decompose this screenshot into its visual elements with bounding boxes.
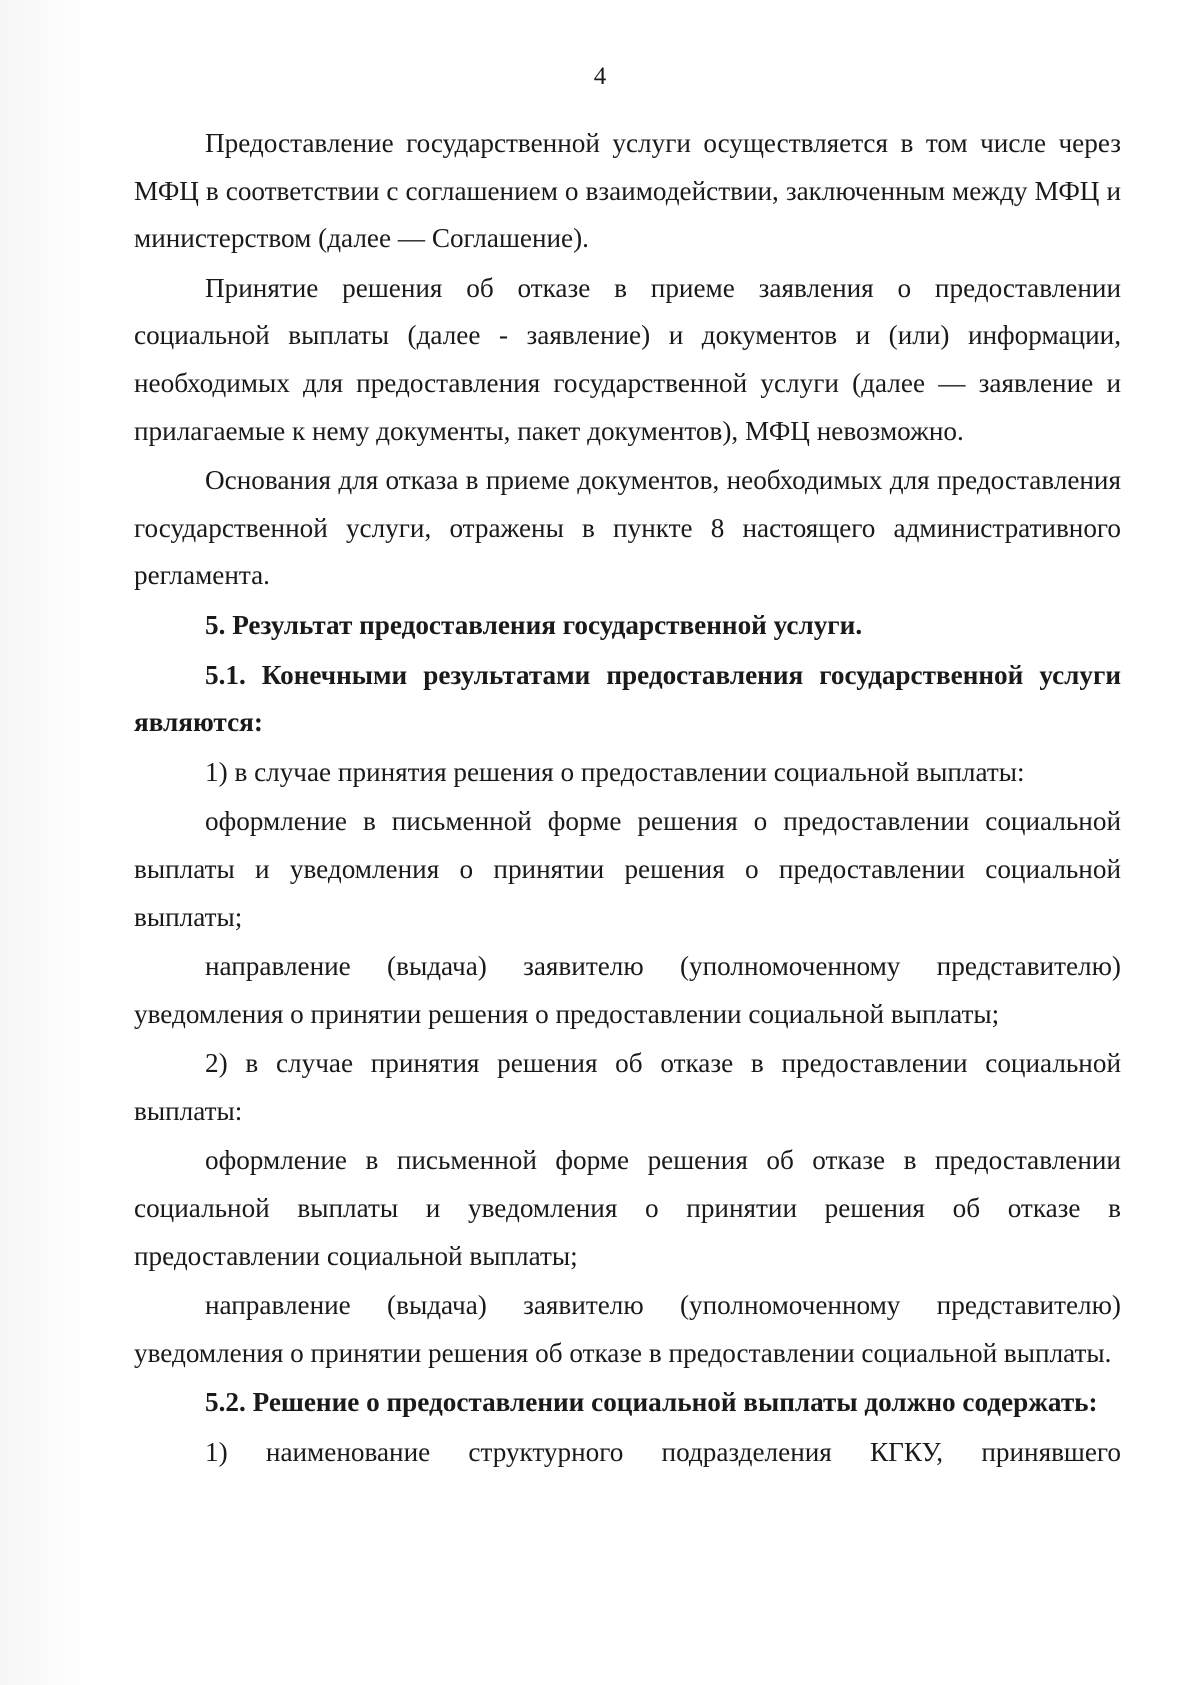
paragraph-mfc-provision: Предоставление государственной услуги осуществляется в том числе через МФЦ в соответствии с соглашением о взаимодействии, заключенным между МФЦ и министерством (далее — Соглашение). (134, 128, 1121, 254)
section-heading-5: 5. Результат предоставления государственной услуги. (205, 609, 863, 640)
paragraph-refusal-impossible: Принятие решения об отказе в приеме заявления о предоставлении социальной выплаты (далее - заявление) и документов и (или) информации, необходимых для предоставления государственной услуги (далее — заявление и прилагаемые к нему документы, пакет документов), МФЦ невозможно. (134, 272, 1121, 446)
paragraph-refusal-notification: направление (выдача) заявителю (уполномоченному представителю) уведомления о принятии решения об отказе в предоставлении социальной выплаты. (134, 1290, 1121, 1368)
scan-shadow (0, 0, 90, 1685)
paragraph-approval-formalization: оформление в письменной форме решения о предоставлении социальной выплаты и уведомления о принятии решения о предоставлении социальной выплаты; (134, 806, 1121, 932)
subsection-heading-5-1: 5.1. Конечными результатами предоставления государственной услуги являются: (134, 659, 1121, 738)
list-item-1-department-name: 1) наименование структурного подразделения КГКУ, принявшего (205, 1437, 1121, 1468)
paragraph-refusal-formalization: оформление в письменной форме решения об отказе в предоставлении социальной выплаты и уведомления о принятии решения об отказе в предоставлении социальной выплаты; (134, 1145, 1121, 1271)
page-number: 4 (593, 63, 607, 90)
paragraph-approval-notification: направление (выдача) заявителю (уполномоченному представителю) уведомления о принятии решения о предоставлении социальной выплаты; (134, 951, 1121, 1029)
list-item-1-approval: 1) в случае принятия решения о предоставлении социальной выплаты: (205, 756, 1025, 787)
document-body (134, 120, 1121, 1477)
paragraph-refusal-grounds: Основания для отказа в приеме документов, необходимых для предоставления государственной услуги, отражены в пункте 8 настоящего административного регламента. (134, 465, 1121, 591)
list-item-2-refusal: 2) в случае принятия решения об отказе в предоставлении социальной выплаты: (134, 1048, 1121, 1126)
subsection-heading-5-2: 5.2. Решение о предоставлении социальной выплаты должно содержать: (205, 1387, 1098, 1418)
